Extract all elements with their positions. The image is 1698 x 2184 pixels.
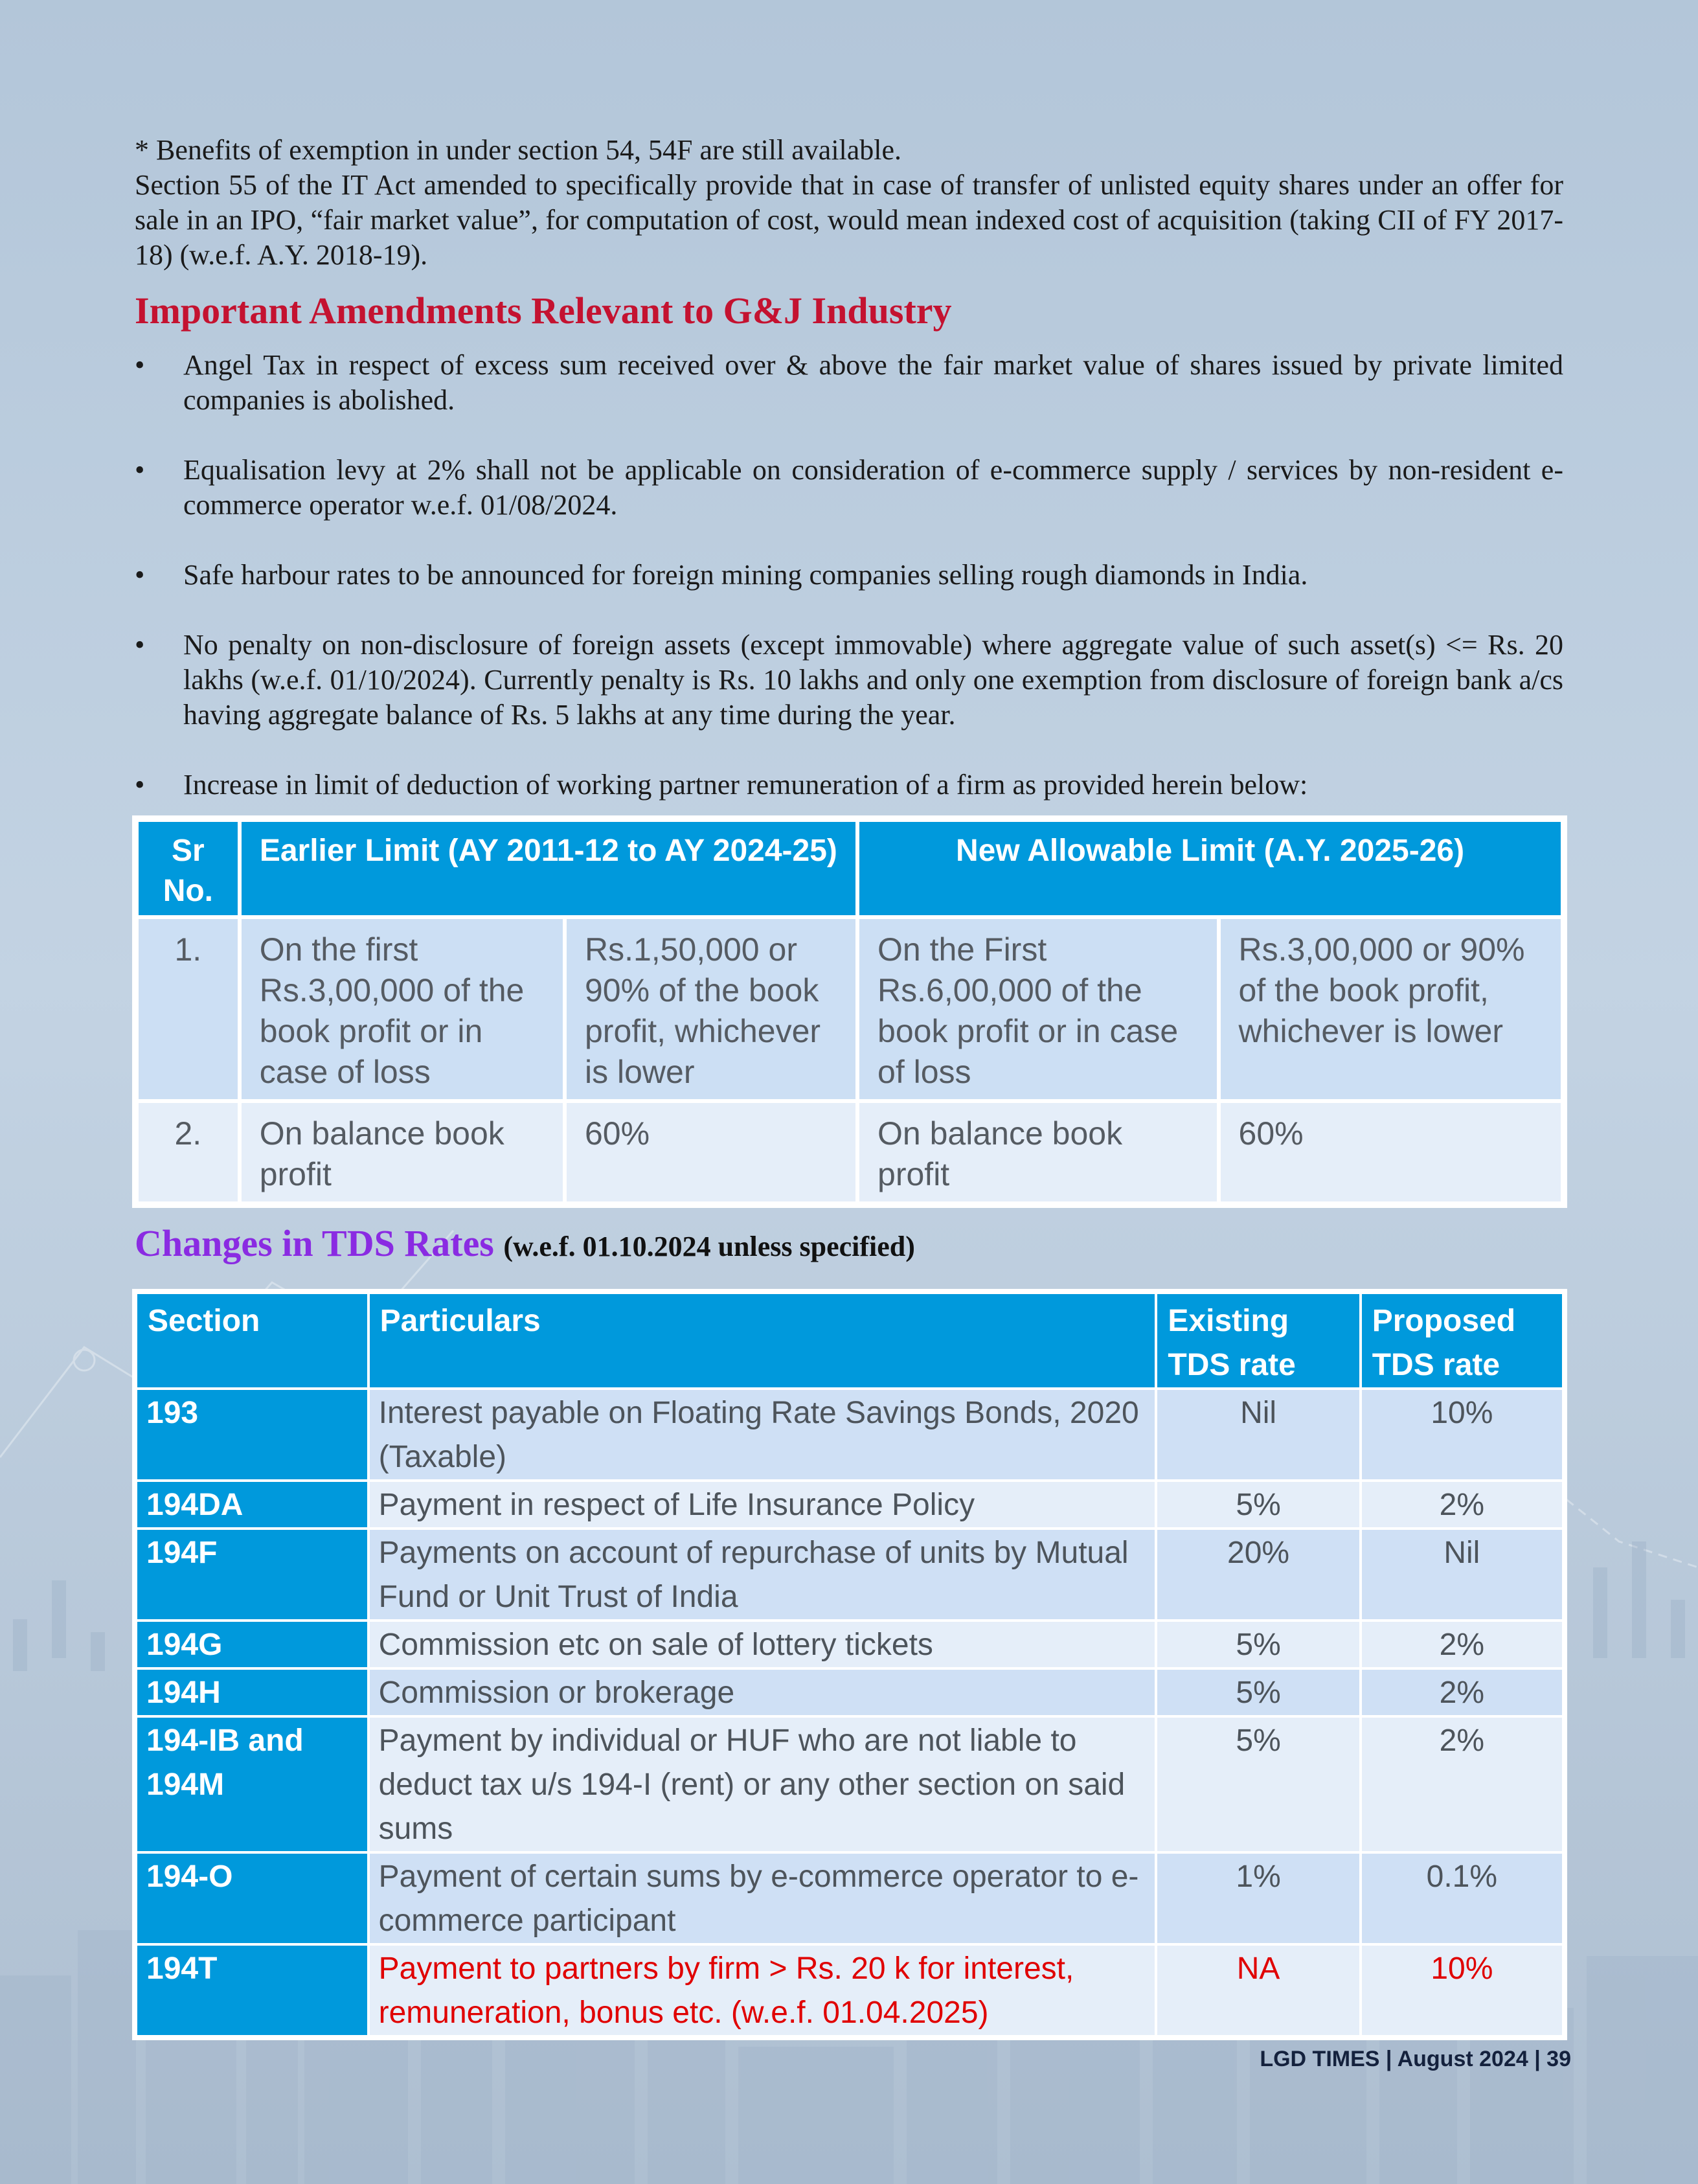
tds-heading [135,1221,1563,1269]
partner-remuneration-table [132,815,1567,1208]
particulars-cell: Payment by individual or HUF who are not liable to deduct tax u/s 194-I (rent) or any other section on said sums [368,1716,1157,1852]
section-cell: 194F [135,1529,368,1621]
bullet-icon: • [135,559,145,591]
table-cell: Rs.3,00,000 or 90% of the book profit, whichever is lower [1219,917,1564,1101]
list-item-text: Safe harbour rates to be announced for foreign mining companies selling rough diamonds in India. [183,559,1308,591]
bullet-icon: • [135,769,145,801]
amendments-list [135,348,1563,802]
list-item [135,768,1563,802]
existing-rate-cell: Nil [1156,1389,1360,1481]
existing-rate-cell: 20% [1156,1529,1360,1621]
bullet-icon: • [135,629,145,661]
exemption-note: * Benefits of exemption in under section 54, 54F are still available. [135,134,902,166]
table-cell: Rs.1,50,000 or 90% of the book profit, whichever is lower [565,917,857,1101]
amendments-heading: Important Amendments Relevant to G&J Industry [135,290,952,332]
existing-rate-cell: 5% [1156,1481,1360,1529]
particulars-cell: Payment in respect of Life Insurance Policy [368,1481,1157,1529]
section-cell: 193 [135,1389,368,1481]
table-row [135,1668,1565,1716]
tds-rates-table [132,1289,1567,2040]
proposed-rate-cell: 0.1% [1361,1852,1565,1944]
existing-rate-cell: NA [1156,1944,1360,2038]
table-cell: On balance book profit [857,1101,1219,1205]
tds-subtitle: (w.e.f. 01.10.2024 unless specified) [503,1231,915,1262]
col-header-particulars: Particulars [368,1291,1157,1389]
table-cell: 2. [135,1101,240,1205]
col-header-earlier-limit: Earlier Limit (AY 2011-12 to AY 2024-25) [240,819,857,917]
page-footer: LGD TIMES | August 2024 | 39 [1260,2047,1571,2071]
table-row [135,1101,1564,1205]
existing-rate-cell: 5% [1156,1668,1360,1716]
table-cell: 60% [565,1101,857,1205]
proposed-rate-cell: 2% [1361,1716,1565,1852]
list-item-text: Equalisation levy at 2% shall not be applicable on consideration of e-commerce supply / services by non-resident e-commerce operator w.e.f. 01/08/2024. [183,454,1563,521]
section-cell: 194H [135,1668,368,1716]
table-cell: On balance book profit [240,1101,565,1205]
section-cell: 194-O [135,1852,368,1944]
table-row [135,917,1564,1101]
tds-title: Changes in TDS Rates [135,1222,494,1264]
existing-rate-cell: 1% [1156,1852,1360,1944]
col-header-new-limit: New Allowable Limit (A.Y. 2025-26) [857,819,1564,917]
list-item-text: Angel Tax in respect of excess sum received over & above the fair market value of shares issued by private limited companies is abolished. [183,349,1563,416]
section-55-paragraph: Section 55 of the IT Act amended to specifically provide that in case of transfer of unlisted equity shares under an offer for sale in an IPO, “fair market value”, for computation of cost, would mean indexed cost of acquisition (taking CII of FY 2017-18) (w.e.f. A.Y. 2018-19). [135,169,1563,271]
particulars-cell: Payment to partners by firm > Rs. 20 k for interest, remuneration, bonus etc. (w.e.f. 01.04.2025) [368,1944,1157,2038]
section-cell: 194G [135,1621,368,1668]
proposed-rate-cell: Nil [1361,1529,1565,1621]
table-row-highlighted [135,1944,1565,2038]
table-header-row [135,819,1564,917]
proposed-rate-cell: 10% [1361,1944,1565,2038]
particulars-cell: Commission or brokerage [368,1668,1157,1716]
bullet-icon: • [135,349,145,381]
list-item-text: No penalty on non-disclosure of foreign assets (except immovable) where aggregate value of such asset(s) <= Rs. 20 lakhs (w.e.f. 01/10/2024). Currently penalty is Rs. 10 lakhs and only one exemption from disclosure of foreign bank a/cs having aggregate balance of Rs. 5 lakhs at any time during the year. [183,629,1563,731]
table-row [135,1716,1565,1852]
section-cell: 194DA [135,1481,368,1529]
page-content [135,133,1563,2040]
table-row [135,1621,1565,1668]
list-item [135,628,1563,733]
list-item [135,348,1563,418]
list-item [135,453,1563,523]
existing-rate-cell: 5% [1156,1716,1360,1852]
table-header-row [135,1291,1565,1389]
proposed-rate-cell: 10% [1361,1389,1565,1481]
list-item-text: Increase in limit of deduction of working partner remuneration of a firm as provided herein below: [183,769,1308,801]
proposed-rate-cell: 2% [1361,1668,1565,1716]
table-row [135,1389,1565,1481]
particulars-cell: Interest payable on Floating Rate Savings Bonds, 2020 (Taxable) [368,1389,1157,1481]
particulars-cell: Payments on account of repurchase of units by Mutual Fund or Unit Trust of India [368,1529,1157,1621]
section-cell: 194T [135,1944,368,2038]
trend-line-right [1554,1490,1698,1567]
list-item [135,558,1563,593]
section-cell: 194-IB and 194M [135,1716,368,1852]
table-row [135,1481,1565,1529]
col-header-section: Section [135,1291,368,1389]
particulars-cell: Commission etc on sale of lottery tickets [368,1621,1157,1668]
proposed-rate-cell: 2% [1361,1481,1565,1529]
col-header-proposed-rate: Proposed TDS rate [1361,1291,1565,1389]
table-row [135,1529,1565,1621]
trend-point-icon [74,1350,95,1371]
col-header-sr-no: Sr No. [135,819,240,917]
table-row [135,1852,1565,1944]
table-cell: 1. [135,917,240,1101]
bullet-icon: • [135,454,145,486]
particulars-cell: Payment of certain sums by e-commerce operator to e-commerce participant [368,1852,1157,1944]
table-cell: On the first Rs.3,00,000 of the book profit or in case of loss [240,917,565,1101]
table-cell: 60% [1219,1101,1564,1205]
col-header-existing-rate: Existing TDS rate [1156,1291,1360,1389]
proposed-rate-cell: 2% [1361,1621,1565,1668]
existing-rate-cell: 5% [1156,1621,1360,1668]
table-cell: On the First Rs.6,00,000 of the book profit or in case of loss [857,917,1219,1101]
